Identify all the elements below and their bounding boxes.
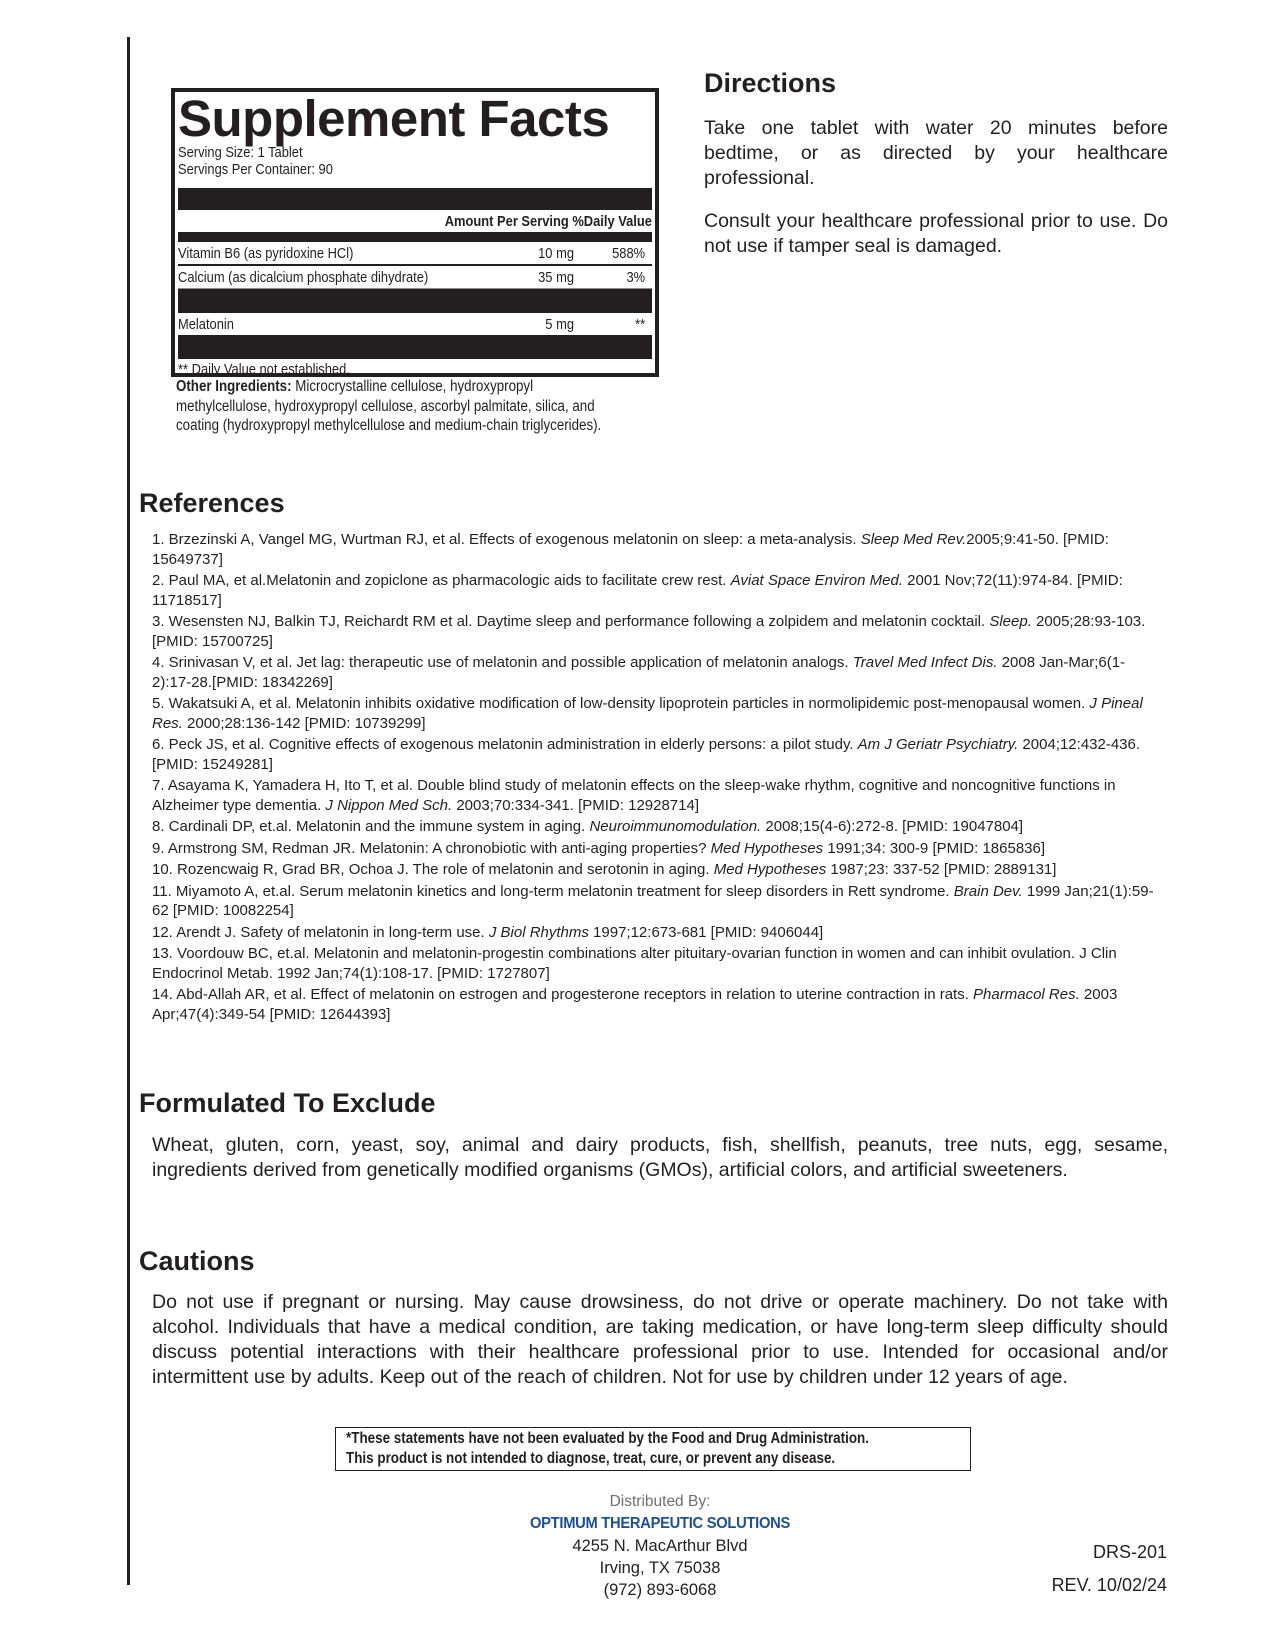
- nutrient-name: Calcium (as dicalcium phosphate dihydrate): [178, 268, 429, 286]
- nutrient-amount: 10 mg: [538, 244, 574, 262]
- nutrient-row: [178, 242, 652, 266]
- directions-heading: Directions: [704, 68, 837, 98]
- nutrient-name: Melatonin: [178, 315, 234, 333]
- divider-bar: [178, 232, 652, 242]
- exclude-heading: Formulated To Exclude: [139, 1088, 436, 1118]
- nutrient-name: Vitamin B6 (as pyridoxine HCl): [178, 244, 354, 262]
- nutrient-amount: 5 mg: [545, 315, 574, 333]
- reference-item: 2. Paul MA, et al.Melatonin and zopiclone as pharmacologic aids to facilitate crew rest. Aviat Space Environ Med. 2001 Nov;72(11):974-84. [PMID: 11718517]: [152, 572, 1123, 609]
- reference-item: 4. Srinivasan V, et al. Jet lag: therapeutic use of melatonin and possible application of melatonin analogs. Travel Med Infect Dis. 2008 Jan-Mar;6(1-2):17-28.[PMID: 18342269]: [152, 654, 1126, 691]
- servings-per-container: Servings Per Container: 90: [178, 161, 333, 178]
- reference-item: 9. Armstrong SM, Redman JR. Melatonin: A chronobiotic with anti-aging properties? Med Hypotheses 1991;34: 300-9 [PMID: 1865836]: [152, 839, 1046, 857]
- directions-text: [704, 116, 1168, 277]
- daily-value-footnote: ** Daily Value not established.: [178, 361, 350, 378]
- reference-item: 6. Peck JS, et al. Cognitive effects of exogenous melatonin administration in elderly persons: a pilot study. Am J Geriatr Psychiatry. 2004;12:432-436. [PMID: 15249281]: [152, 736, 1141, 773]
- reference-item: 10. Rozencwaig R, Grad BR, Ochoa J. The role of melatonin and serotonin in aging. Med Hypotheses 1987;23: 337-52 [PMID: 2889131]: [152, 861, 1057, 878]
- header-amount-dv: Amount Per Serving %Daily Value: [444, 212, 652, 230]
- reference-item: 5. Wakatsuki A, et al. Melatonin inhibits oxidative modification of low-density lipoprotein particles in normolipidemic post-menopausal women. J Pineal Res. 2000;28:136-142 [PMID: 10739299]: [152, 695, 1143, 732]
- divider-bar: [178, 289, 652, 313]
- fda-disclaimer-line: This product is not intended to diagnose, treat, cure, or prevent any disease.: [346, 1450, 836, 1467]
- phone-number: (972) 893-6068: [603, 1581, 717, 1599]
- left-margin-rule: [127, 37, 130, 1585]
- fda-disclaimer-line: *These statements have not been evaluated by the Food and Drug Administration.: [346, 1430, 870, 1447]
- directions-paragraph: Consult your healthcare professional prior to use. Do not use if tamper seal is damaged.: [704, 210, 1168, 257]
- nutrient-daily-value: **: [635, 315, 646, 333]
- nutrient-daily-value: 588%: [612, 244, 646, 262]
- address-line: 4255 N. MacArthur Blvd: [572, 1537, 748, 1555]
- reference-item: 3. Wesensten NJ, Balkin TJ, Reichardt RM et al. Daytime sleep and performance following a zolpidem and melatonin cocktail. Sleep. 2005;28:93-103. [PMID: 15700725]: [152, 613, 1146, 650]
- document-id: [1052, 1536, 1167, 1602]
- reference-item: 1. Brzezinski A, Vangel MG, Wurtman RJ, et al. Effects of exogenous melatonin on sleep: a meta-analysis. Sleep Med Rev.2005;9:41-50. [PMID: 15649737]: [152, 531, 1109, 568]
- nutrient-row: [178, 313, 652, 335]
- divider-bar: [178, 188, 652, 210]
- supplement-facts-panel: [171, 88, 659, 377]
- references-heading: References: [139, 488, 285, 518]
- divider-bar: [178, 335, 652, 359]
- document-revision: REV. 10/02/24: [1051, 1575, 1167, 1595]
- address-line: Irving, TX 75038: [599, 1559, 721, 1577]
- cautions-text: Do not use if pregnant or nursing. May cause drowsiness, do not drive or operate machinery. Do not take with alcohol. Individuals that have a medical condition, are taking medication, or have long-term sleep difficulty should discuss potential interactions with their healthcare professional prior to use. Intended for occasional and/or intermittent use by adults. Keep out of the reach of children. Not for use by children under 12 years of age.: [152, 1291, 1168, 1388]
- references-list: [152, 530, 1162, 1026]
- reference-item: 8. Cardinali DP, et.al. Melatonin and the immune system in aging. Neuroimmunomodulation. 2008;15(4-6):272-8. [PMID: 19047804]: [152, 818, 1024, 835]
- distributed-by-label: Distributed By:: [609, 1493, 711, 1510]
- directions-paragraph: Take one tablet with water 20 minutes before bedtime, or as directed by your healthcare professional.: [704, 117, 1168, 189]
- fda-disclaimer-box: [335, 1427, 971, 1471]
- reference-item: 11. Miyamoto A, et.al. Serum melatonin kinetics and long-term melatonin treatment for sleep disorders in Rett syndrome. Brain Dev. 1999 Jan;21(1):59-62 [PMID: 10082254]: [152, 882, 1154, 919]
- other-ingredients: Other Ingredients: Microcrystalline cellulose, hydroxypropyl methylcellulose, hydroxypropyl cellulose, ascorbyl palmitate, silica, and coating (hydroxypropyl methylcellulose and medium-chain triglycerides).: [176, 378, 602, 434]
- nutrient-amount: 35 mg: [538, 268, 574, 286]
- column-headers: [178, 210, 652, 232]
- supplement-facts-title: Supplement Facts: [178, 90, 610, 147]
- reference-item: 12. Arendt J. Safety of melatonin in long-term use. J Biol Rhythms 1997;12:673-681 [PMID: 9406044]: [152, 923, 824, 941]
- reference-item: 7. Asayama K, Yamadera H, Ito T, et al. Double blind study of melatonin effects on the sleep-wake rhythm, cognitive and noncognitive functions in Alzheimer type dementia. J Nippon Med Sch. 2003;70:334-341. [PMID: 12928714]: [152, 777, 1116, 814]
- distributor-block: [500, 1490, 820, 1601]
- cautions-heading: Cautions: [139, 1246, 255, 1276]
- nutrient-row: [178, 266, 652, 289]
- reference-item: 13. Voordouw BC, et.al. Melatonin and melatonin-progestin combinations alter pituitary-ovarian function in women and can inhibit ovulation. J Clin Endocrinol Metab. 1992 Jan;74(1):108-17. [PMID: 1727807]: [152, 945, 1117, 982]
- serving-size: Serving Size: 1 Tablet: [178, 144, 303, 161]
- exclude-text: Wheat, gluten, corn, yeast, soy, animal and dairy products, fish, shellfish, peanuts, tree nuts, egg, sesame, ingredients derived from genetically modified organisms (GMOs), artificial colors, and artificial sweeteners.: [152, 1134, 1168, 1181]
- company-name: OPTIMUM THERAPEUTIC SOLUTIONS: [529, 1515, 791, 1532]
- reference-item: 14. Abd-Allah AR, et al. Effect of melatonin on estrogen and progesterone receptors in relation to uterine contraction in rats. Pharmacol Res. 2003 Apr;47(4):349-54 [PMID: 12644393]: [152, 986, 1118, 1023]
- nutrient-daily-value: 3%: [626, 268, 646, 286]
- other-ingredients-label: Other Ingredients:: [176, 378, 292, 395]
- document-code: DRS-201: [1092, 1542, 1167, 1562]
